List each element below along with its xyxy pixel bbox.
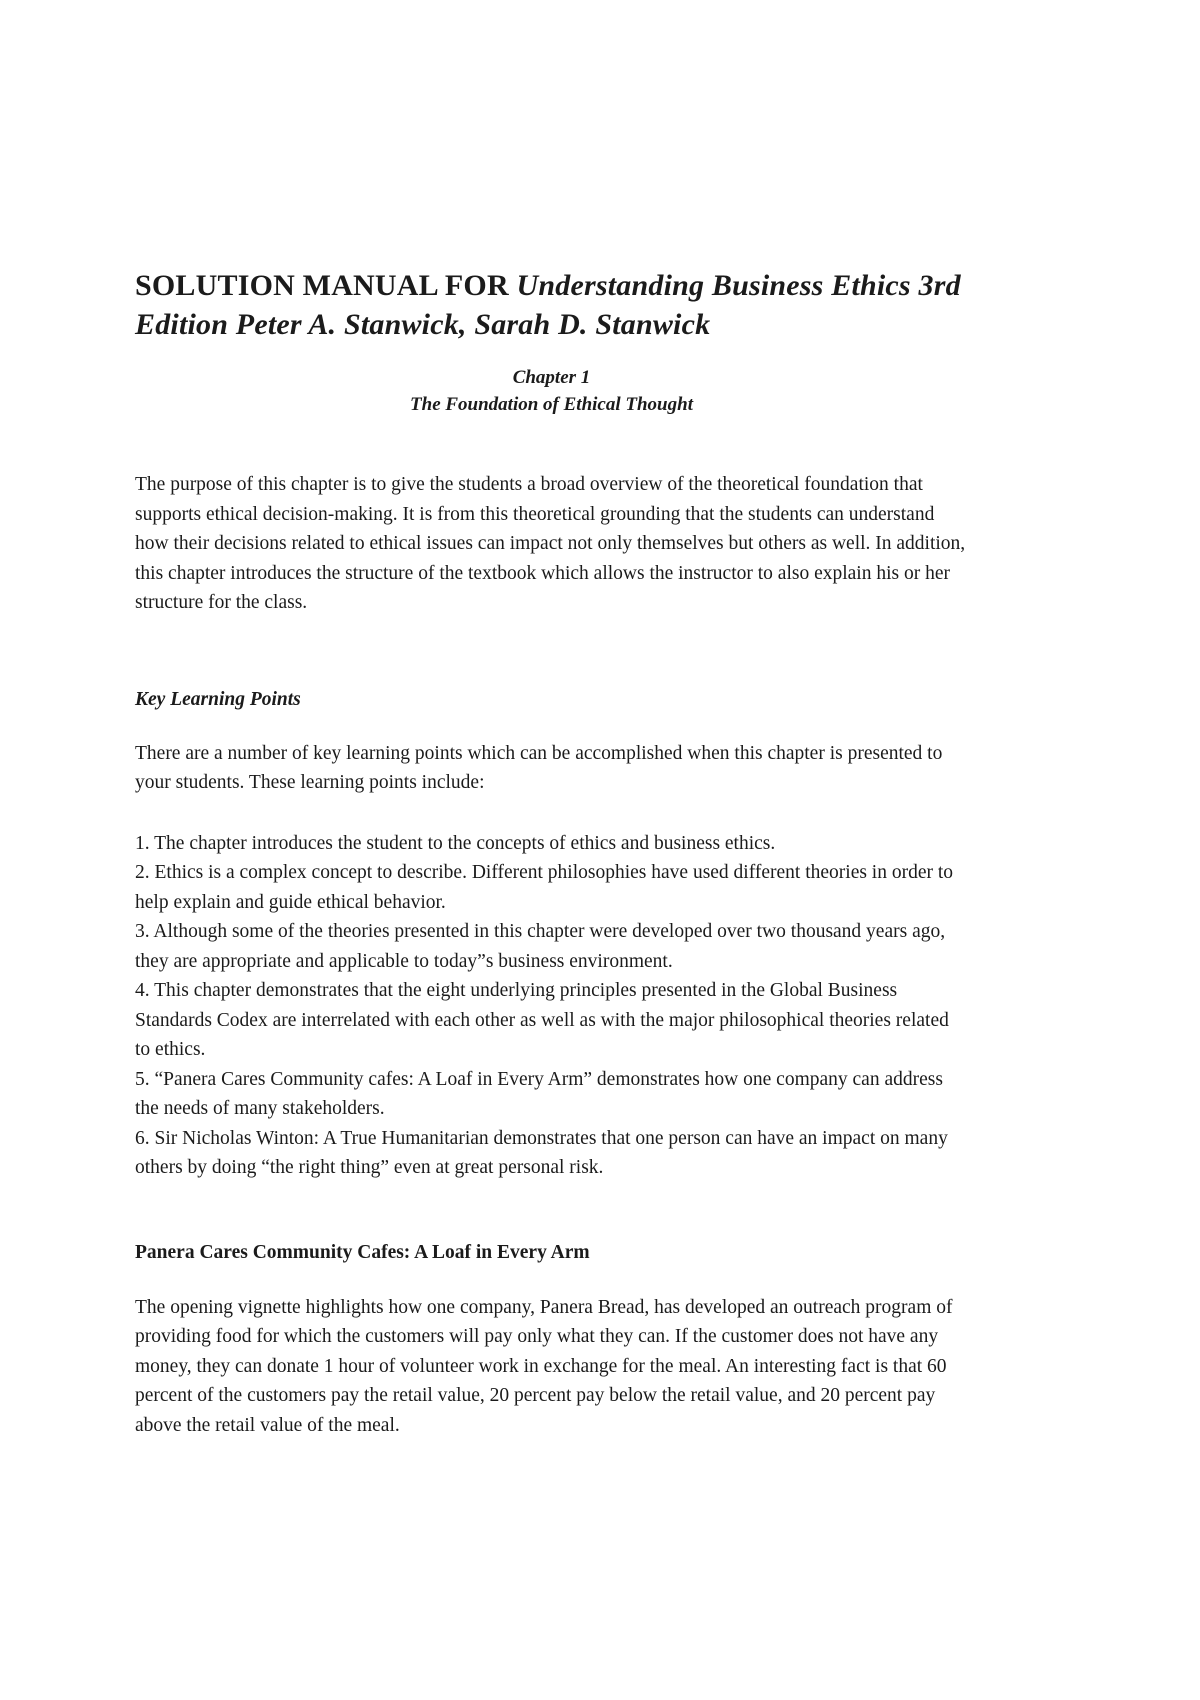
- list-item: 2. Ethics is a complex concept to describe. Different philosophies have used different theories in order to help explain and guide ethical behavior.: [135, 862, 954, 913]
- list-item: 6. Sir Nicholas Winton: A True Humanitarian demonstrates that one person can have an impact on many others by doing “the right thing” even at great personal risk.: [135, 1127, 948, 1179]
- key-learning-list: [135, 829, 968, 1183]
- panera-paragraph: The opening vignette highlights how one company, Panera Bread, has developed an outreach program of providing food for which the customers will pay only what they can. If the customer does not have any money, they can donate 1 hour of volunteer work in exchange for the meal. An interesting fact is that 60 percent of the customers pay the retail value, 20 percent pay below the retail value, and 20 percent pay above the retail value of the meal.: [135, 1296, 953, 1436]
- list-item: 1. The chapter introduces the student to the concepts of ethics and business ethics.: [135, 832, 776, 854]
- key-learning-lead: There are a number of key learning points which can be accomplished when this chapter is presented to your students. These learning points include:: [135, 742, 943, 794]
- document-title: [135, 266, 968, 344]
- chapter-label: Chapter 1: [512, 367, 591, 389]
- panera-heading: Panera Cares Community Cafes: A Loaf in Every Arm: [135, 1241, 590, 1263]
- key-learning-heading: Key Learning Points: [135, 688, 301, 710]
- intro-paragraph: The purpose of this chapter is to give the students a broad overview of the theoretical foundation that supports ethical decision-making. It is from this theoretical grounding that the students can understand how their decisions related to ethical issues can impact not only themselves but others as well. In addition, this chapter introduces the structure of the textbook which allows the instructor to also explain his or her structure for the class.: [135, 474, 966, 614]
- document-title-prefix: SOLUTION MANUAL FOR: [135, 269, 517, 303]
- chapter-block: [135, 364, 968, 418]
- list-item: 3. Although some of the theories presented in this chapter were developed over two thousand years ago, they are appropriate and applicable to today”s business environment.: [135, 921, 946, 972]
- chapter-subtitle: The Foundation of Ethical Thought: [410, 394, 693, 416]
- document-title-italic: Understanding Business Ethics 3rd Edition Peter A. Stanwick, Sarah D. Stanwick: [135, 269, 961, 342]
- document-content: [135, 246, 968, 1460]
- list-item: 5. “Panera Cares Community cafes: A Loaf in Every Arm” demonstrates how one company can address the needs of many stakeholders.: [135, 1068, 943, 1120]
- list-item: 4. This chapter demonstrates that the eight underlying principles presented in the Global Business Standards Codex are interrelated with each other as well as with the major philosophical theories related to ethics.: [135, 980, 949, 1061]
